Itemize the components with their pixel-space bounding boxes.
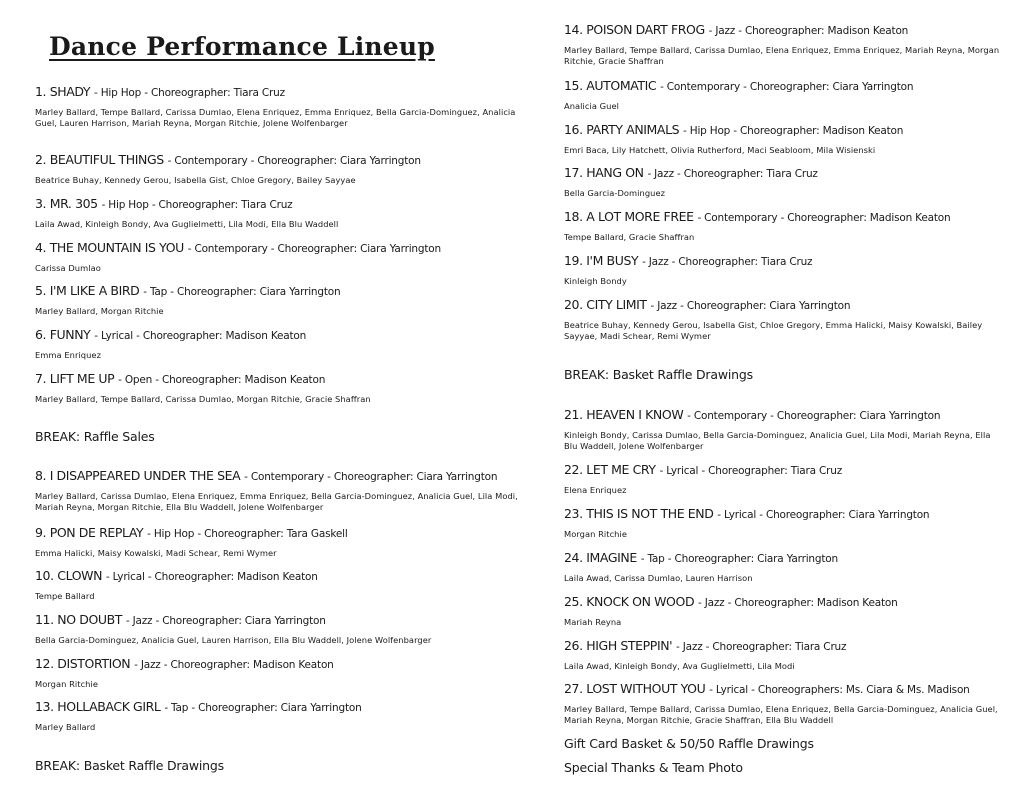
- break-line: BREAK: Basket Raffle Drawings: [35, 758, 224, 773]
- dancer-list: Kinleigh Bondy: [564, 276, 627, 286]
- style-choreographer: - Contemporary - Choreographer: Madison Keaton: [697, 212, 951, 224]
- entry-heading: [564, 253, 1004, 270]
- style-choreographer: - Hip Hop - Choreographer: Tiara Cruz: [94, 87, 285, 99]
- lineup-entry: [35, 612, 525, 646]
- lineup-entry: [35, 196, 525, 230]
- lineup-entry: [564, 594, 1004, 628]
- break-line: Special Thanks & Team Photo: [564, 760, 743, 775]
- entry-heading: [35, 525, 525, 542]
- style-choreographer: - Jazz - Choreographer: Tiara Cruz: [676, 641, 847, 653]
- entry-heading: [564, 550, 1004, 567]
- style-choreographer: - Lyrical - Choreographer: Ciara Yarrington: [717, 509, 930, 521]
- entry-heading: [564, 506, 1004, 523]
- dancer-list: Laila Awad, Kinleigh Bondy, Ava Guglielmetti, Lila Modi, Ella Blu Waddell: [35, 219, 339, 229]
- song-title: 4. THE MOUNTAIN IS YOU: [35, 240, 184, 255]
- break-line: Gift Card Basket & 50/50 Raffle Drawings: [564, 736, 814, 751]
- entry-heading: [564, 78, 1004, 95]
- entry-heading: [35, 240, 525, 257]
- entry-heading: [35, 612, 525, 629]
- lineup-entry: [35, 568, 525, 602]
- dancer-list: Marley Ballard, Tempe Ballard, Carissa Dumlao, Morgan Ritchie, Gracie Shaffran: [35, 394, 371, 404]
- break-line: BREAK: Raffle Sales: [35, 429, 155, 444]
- song-title: 20. CITY LIMIT: [564, 297, 647, 312]
- lineup-entry: [35, 84, 525, 128]
- dancer-list: Emma Enriquez: [35, 350, 101, 360]
- style-choreographer: - Contemporary - Choreographer: Ciara Yarrington: [187, 243, 441, 255]
- style-choreographer: - Hip Hop - Choreographer: Tiara Cruz: [101, 199, 293, 211]
- entry-heading: [35, 84, 525, 101]
- song-title: 25. KNOCK ON WOOD: [564, 594, 695, 609]
- style-choreographer: - Jazz - Choreographer: Tiara Cruz: [642, 256, 813, 268]
- style-choreographer: - Jazz - Choreographer: Madison Keaton: [134, 659, 334, 671]
- entry-heading: [35, 371, 525, 388]
- lineup-entry: [35, 327, 525, 361]
- entry-heading: [564, 22, 1004, 39]
- entry-heading: [35, 468, 525, 485]
- style-choreographer: - Hip Hop - Choreographer: Madison Keaton: [683, 125, 904, 137]
- song-title: 8. I DISAPPEARED UNDER THE SEA: [35, 468, 241, 483]
- song-title: 18. A LOT MORE FREE: [564, 209, 694, 224]
- entry-heading: [35, 656, 525, 673]
- dancer-list: Marley Ballard, Carissa Dumlao, Elena Enriquez, Emma Enriquez, Bella Garcia-Dominguez, Analicia Guel, Lila Modi, Mariah Reyna, Morgan Ritchie, Ella Blu Waddell, Jolene Wolfenbarger: [35, 491, 518, 512]
- dancer-list: Laila Awad, Kinleigh Bondy, Ava Guglielmetti, Lila Modi: [564, 661, 795, 671]
- dancer-list: Morgan Ritchie: [564, 529, 627, 539]
- style-choreographer: - Tap - Choreographer: Ciara Yarrington: [143, 286, 341, 298]
- dancer-list: Beatrice Buhay, Kennedy Gerou, Isabella Gist, Chloe Gregory, Bailey Sayyae: [35, 175, 356, 185]
- song-title: 6. FUNNY: [35, 327, 91, 342]
- entry-heading: [564, 165, 1004, 182]
- song-title: 11. NO DOUBT: [35, 612, 123, 627]
- entry-heading: [564, 407, 1004, 424]
- entry-heading: [35, 152, 525, 169]
- lineup-entry: [564, 78, 1004, 112]
- song-title: 13. HOLLABACK GIRL: [35, 699, 161, 714]
- lineup-entry: [564, 638, 1004, 672]
- entry-heading: [35, 327, 525, 344]
- entry-heading: [564, 122, 1004, 139]
- dancer-list: Carissa Dumlao: [35, 263, 101, 273]
- song-title: 1. SHADY: [35, 84, 91, 99]
- page-title: Dance Performance Lineup: [49, 32, 435, 61]
- entry-heading: [35, 568, 525, 585]
- style-choreographer: - Jazz - Choreographer: Madison Keaton: [708, 25, 909, 37]
- style-choreographer: - Jazz - Choreographer: Ciara Yarrington: [650, 300, 851, 312]
- entry-heading: [35, 283, 525, 300]
- style-choreographer: - Jazz - Choreographer: Madison Keaton: [698, 597, 898, 609]
- song-title: 23. THIS IS NOT THE END: [564, 506, 714, 521]
- lineup-entry: [564, 550, 1004, 584]
- style-choreographer: - Tap - Choreographer: Ciara Yarrington: [640, 553, 838, 565]
- dancer-list: Analicia Guel: [564, 101, 619, 111]
- song-title: 22. LET ME CRY: [564, 462, 656, 477]
- style-choreographer: - Lyrical - Choreographer: Tiara Cruz: [659, 465, 843, 477]
- lineup-entry: [35, 468, 525, 512]
- dancer-list: Marley Ballard, Tempe Ballard, Carissa Dumlao, Elena Enriquez, Emma Enriquez, Mariah Reyna, Morgan Ritchie, Gracie Shaffran: [564, 45, 1000, 66]
- song-title: 3. MR. 305: [35, 196, 98, 211]
- song-title: 27. LOST WITHOUT YOU: [564, 681, 706, 696]
- dancer-list: Elena Enriquez: [564, 485, 627, 495]
- song-title: 14. POISON DART FROG: [564, 22, 705, 37]
- lineup-entry: [564, 253, 1004, 287]
- song-title: 26. HIGH STEPPIN': [564, 638, 673, 653]
- style-choreographer: - Open - Choreographer: Madison Keaton: [118, 374, 326, 386]
- dancer-list: Kinleigh Bondy, Carissa Dumlao, Bella Garcia-Dominguez, Analicia Guel, Lila Modi, Mariah Reyna, Ella Blu Waddell, Jolene Wolfenbarger: [564, 430, 991, 451]
- lineup-entry: [564, 22, 1004, 66]
- dancer-list: Bella Garcia-Dominguez, Analicia Guel, Lauren Harrison, Ella Blu Waddell, Jolene Wolfenbarger: [35, 635, 432, 645]
- lineup-entry: [35, 240, 525, 274]
- lineup-entry: [35, 152, 525, 186]
- lineup-entry: [564, 506, 1004, 540]
- style-choreographer: - Contemporary - Choreographer: Ciara Yarrington: [244, 471, 498, 483]
- entry-heading: [564, 638, 1004, 655]
- song-title: 10. CLOWN: [35, 568, 103, 583]
- dancer-list: Laila Awad, Carissa Dumlao, Lauren Harrison: [564, 573, 753, 583]
- song-title: 15. AUTOMATIC: [564, 78, 657, 93]
- dancer-list: Emri Baca, Lily Hatchett, Olivia Rutherford, Maci Seabloom, Mila Wisienski: [564, 145, 876, 155]
- lineup-entry: [564, 681, 1004, 725]
- style-choreographer: - Lyrical - Choreographer: Madison Keaton: [105, 571, 318, 583]
- dancer-list: Marley Ballard, Tempe Ballard, Carissa Dumlao, Elena Enriquez, Bella Garcia-Dominguez, Analicia Guel, Mariah Reyna, Morgan Ritchie, Gracie Shaffran, Ella Blu Waddell: [564, 704, 998, 725]
- entry-heading: [564, 462, 1004, 479]
- lineup-entry: [564, 165, 1004, 199]
- entry-heading: [564, 681, 1004, 698]
- song-title: 19. I'M BUSY: [564, 253, 639, 268]
- dancer-list: Mariah Reyna: [564, 617, 622, 627]
- lineup-entry: [564, 297, 1004, 341]
- lineup-entry: [564, 407, 1004, 451]
- dancer-list: Marley Ballard: [35, 722, 96, 732]
- lineup-entry: [35, 656, 525, 690]
- entry-heading: [564, 209, 1004, 226]
- style-choreographer: - Lyrical - Choreographer: Madison Keaton: [94, 330, 307, 342]
- break-line: BREAK: Basket Raffle Drawings: [564, 367, 753, 382]
- entry-heading: [564, 594, 1004, 611]
- entry-heading: [35, 196, 525, 213]
- dancer-list: Tempe Ballard, Gracie Shaffran: [564, 232, 695, 242]
- lineup-entry: [35, 371, 525, 405]
- song-title: 17. HANG ON: [564, 165, 644, 180]
- song-title: 5. I'M LIKE A BIRD: [35, 283, 140, 298]
- entry-heading: [35, 699, 525, 716]
- lineup-entry: [35, 283, 525, 317]
- song-title: 21. HEAVEN I KNOW: [564, 407, 684, 422]
- lineup-entry: [35, 525, 525, 559]
- song-title: 16. PARTY ANIMALS: [564, 122, 680, 137]
- dancer-list: Bella Garcia-Dominguez: [564, 188, 666, 198]
- lineup-entry: [564, 209, 1004, 243]
- style-choreographer: - Jazz - Choreographer: Ciara Yarrington: [125, 615, 326, 627]
- dancer-list: Beatrice Buhay, Kennedy Gerou, Isabella Gist, Chloe Gregory, Emma Halicki, Maisy Kowalski, Bailey Sayyae, Madi Schear, Remi Wymer: [564, 320, 983, 341]
- song-title: 9. PON DE REPLAY: [35, 525, 144, 540]
- style-choreographer: - Contemporary - Choreographer: Ciara Yarrington: [687, 410, 941, 422]
- style-choreographer: - Contemporary - Choreographer: Ciara Yarrington: [660, 81, 914, 93]
- lineup-entry: [35, 699, 525, 733]
- song-title: 7. LIFT ME UP: [35, 371, 115, 386]
- style-choreographer: - Tap - Choreographer: Ciara Yarrington: [164, 702, 362, 714]
- song-title: 24. IMAGINE: [564, 550, 637, 565]
- song-title: 12. DISTORTION: [35, 656, 131, 671]
- lineup-entry: [564, 122, 1004, 156]
- song-title: 2. BEAUTIFUL THINGS: [35, 152, 164, 167]
- dancer-list: Tempe Ballard: [35, 591, 95, 601]
- style-choreographer: - Hip Hop - Choreographer: Tara Gaskell: [147, 528, 348, 540]
- style-choreographer: - Contemporary - Choreographer: Ciara Yarrington: [167, 155, 421, 167]
- dancer-list: Marley Ballard, Tempe Ballard, Carissa Dumlao, Elena Enriquez, Emma Enriquez, Bella Garcia-Dominguez, Analicia Guel, Lauren Harrison, Mariah Reyna, Morgan Ritchie, Jolene Wolfenbarger: [35, 107, 516, 128]
- style-choreographer: - Jazz - Choreographer: Tiara Cruz: [647, 168, 818, 180]
- dancer-list: Emma Halicki, Maisy Kowalski, Madi Schear, Remi Wymer: [35, 548, 277, 558]
- entry-heading: [564, 297, 1004, 314]
- dancer-list: Morgan Ritchie: [35, 679, 98, 689]
- dancer-list: Marley Ballard, Morgan Ritchie: [35, 306, 164, 316]
- lineup-entry: [564, 462, 1004, 496]
- style-choreographer: - Lyrical - Choreographers: Ms. Ciara & Ms. Madison: [709, 684, 970, 696]
